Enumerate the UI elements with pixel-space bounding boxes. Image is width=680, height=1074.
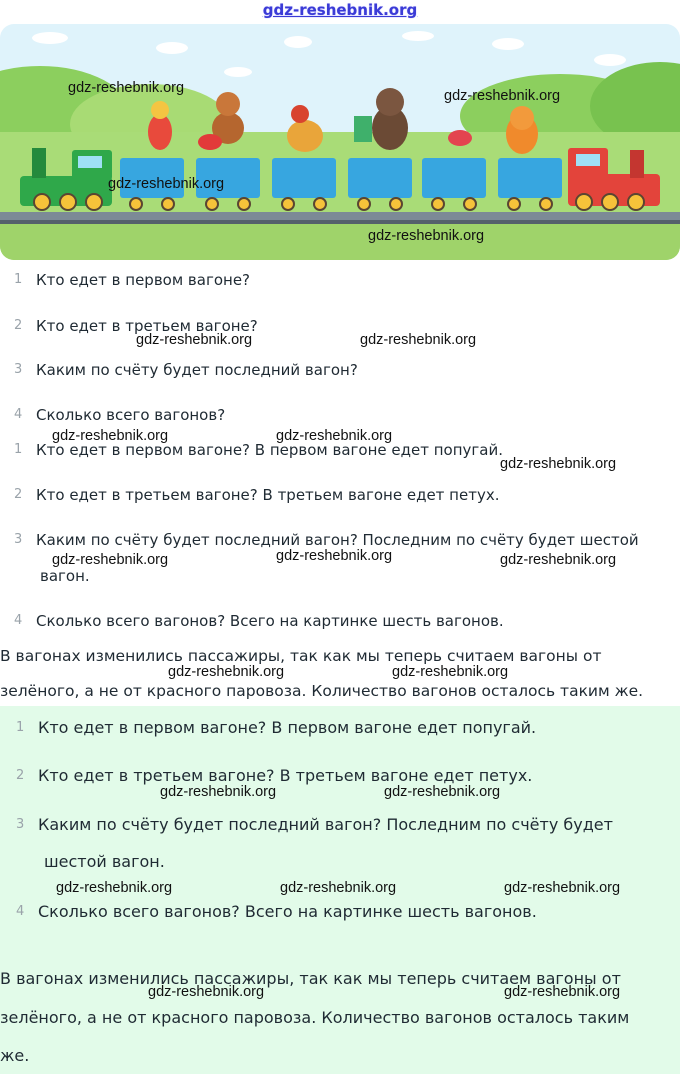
watermark: gdz-reshebnik.org <box>384 784 501 800</box>
watermark: gdz-reshebnik.org <box>504 880 621 896</box>
site-link[interactable]: gdz-reshebnik.org <box>262 1 418 19</box>
watermark: gdz-reshebnik.org <box>444 88 561 104</box>
watermark: gdz-reshebnik.org <box>56 880 173 896</box>
explanation-line: зелёного, а не от красного паровоза. Количество вагонов осталось таким <box>0 1008 630 1027</box>
rail <box>0 212 680 220</box>
watermark: gdz-reshebnik.org <box>160 784 277 800</box>
watermark: gdz-reshebnik.org <box>500 552 617 568</box>
explanation-line: же. <box>0 1046 30 1065</box>
watermark: gdz-reshebnik.org <box>68 80 185 96</box>
explanation-line: В вагонах изменились пассажиры, так как мы теперь считаем вагоны от <box>0 969 621 988</box>
watermark: gdz-reshebnik.org <box>276 548 393 564</box>
watermark: gdz-reshebnik.org <box>276 428 393 444</box>
watermark: gdz-reshebnik.org <box>368 228 485 244</box>
explanation-line: зелёного, а не от красного паровоза. Количество вагонов осталось таким же. <box>0 682 644 700</box>
explanation-line: В вагонах изменились пассажиры, так как мы теперь считаем вагоны от <box>0 647 602 665</box>
watermark: gdz-reshebnik.org <box>108 176 225 192</box>
watermark: gdz-reshebnik.org <box>500 456 617 472</box>
watermark: gdz-reshebnik.org <box>280 880 397 896</box>
watermark: gdz-reshebnik.org <box>360 332 477 348</box>
train-illustration <box>0 24 680 260</box>
watermark: gdz-reshebnik.org <box>504 984 621 1000</box>
watermark: gdz-reshebnik.org <box>52 428 169 444</box>
watermark: gdz-reshebnik.org <box>168 664 285 680</box>
watermark: gdz-reshebnik.org <box>392 664 509 680</box>
watermark: gdz-reshebnik.org <box>148 984 265 1000</box>
watermark: gdz-reshebnik.org <box>52 552 169 568</box>
watermark: gdz-reshebnik.org <box>136 332 253 348</box>
site-header <box>0 0 680 22</box>
